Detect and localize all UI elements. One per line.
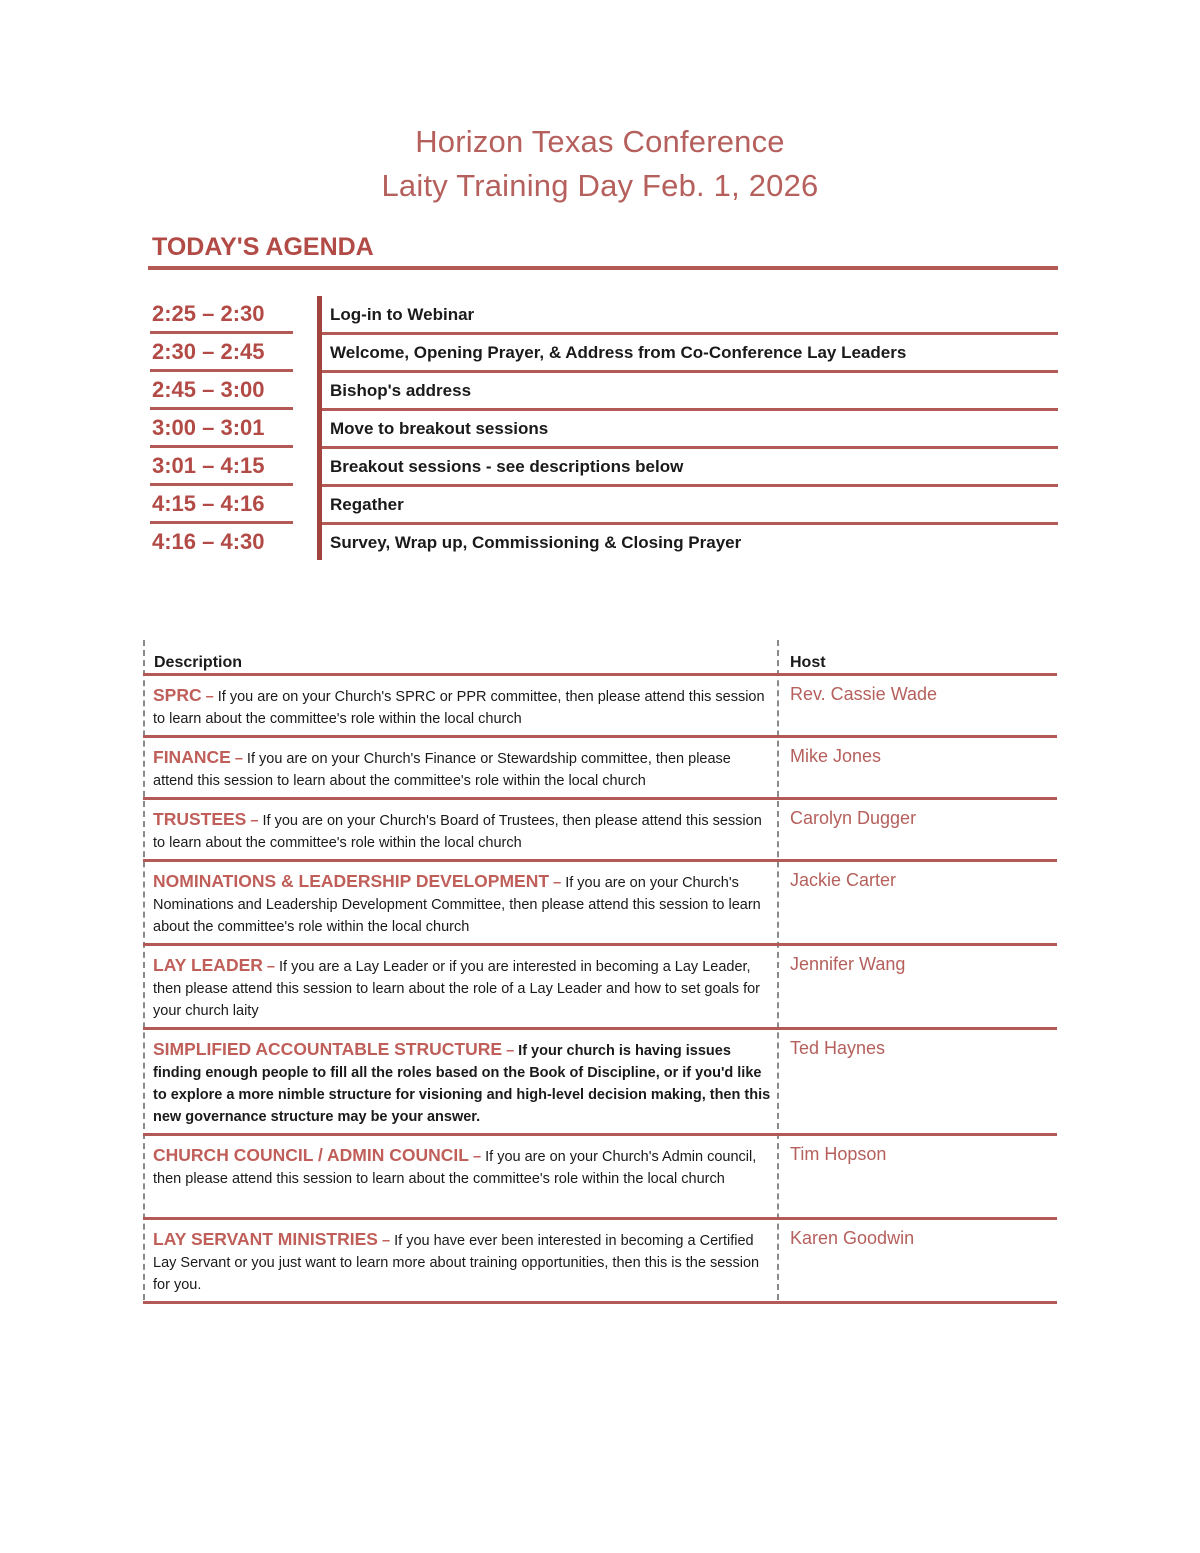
session-description	[153, 684, 773, 730]
session-keyword: LAY SERVANT MINISTRIES	[153, 1229, 378, 1249]
agenda-activity: Breakout sessions - see descriptions below	[330, 457, 684, 476]
session-text: If you are a Lay Leader or if you are interested in becoming a Lay Leader, then please attend this session to learn about the role of a Lay Leader and how to set goals for your church laity	[153, 959, 760, 1019]
session-host: Rev. Cassie Wade	[790, 684, 938, 704]
table-header	[143, 640, 1057, 676]
session-description	[153, 808, 773, 854]
session-dash: –	[205, 689, 214, 705]
session-description	[153, 1228, 773, 1296]
agenda-row	[150, 410, 1060, 448]
session-host: Mike Jones	[790, 746, 882, 766]
agenda-activity: Bishop's address	[330, 381, 472, 400]
session-text: If you have ever been interested in becoming a Certified Lay Servant or you just want to learn more about training opportunities, then this is the session for you.	[153, 1233, 760, 1293]
session-keyword: NOMINATIONS & LEADERSHIP DEVELOPMENT	[153, 871, 550, 891]
host-header: Host	[790, 654, 826, 671]
session-description	[153, 954, 773, 1022]
session-dash: –	[506, 1043, 515, 1059]
session-dash: –	[553, 875, 562, 891]
agenda-activity: Move to breakout sessions	[330, 419, 549, 438]
session-host: Jennifer Wang	[790, 954, 906, 974]
session-text: If you are on your Church's Admin council, then please attend this session to learn about the committee's role within the local church	[153, 1149, 757, 1187]
agenda-time: 4:16 – 4:30	[152, 529, 265, 554]
session-keyword: SPRC	[153, 685, 202, 705]
session-dash: –	[234, 751, 243, 767]
session-host: Carolyn Dugger	[790, 808, 917, 828]
session-dash: –	[266, 959, 275, 975]
agenda-row	[150, 448, 1060, 486]
session-description	[153, 746, 773, 792]
table-row	[143, 1136, 1057, 1220]
session-text: If you are on your Church's SPRC or PPR committee, then please attend this session to learn about the committee's role within the local church	[153, 689, 765, 727]
event-title: Laity Training Day Feb. 1, 2026	[381, 168, 819, 203]
session-keyword: CHURCH COUNCIL / ADMIN COUNCIL	[153, 1145, 469, 1165]
agenda-heading: TODAY'S AGENDA	[152, 233, 374, 261]
agenda-time: 4:15 – 4:16	[152, 491, 265, 516]
session-keyword: LAY LEADER	[153, 955, 263, 975]
session-host: Karen Goodwin	[790, 1228, 915, 1248]
agenda-time: 2:45 – 3:00	[152, 377, 265, 402]
session-keyword: FINANCE	[153, 747, 231, 767]
session-host: Jackie Carter	[790, 870, 897, 890]
session-keyword: TRUSTEES	[153, 809, 247, 829]
table-row	[143, 862, 1057, 946]
agenda-activity: Welcome, Opening Prayer, & Address from Co-Conference Lay Leaders	[330, 343, 907, 362]
agenda-row	[150, 334, 1060, 372]
session-text: If your church is having issues finding enough people to fill all the roles based on the Book of Discipline, or if you'd like to explore a more nimble structure for visioning and high-level decision making, then this new governance structure may be your answer.	[153, 1043, 771, 1125]
heading-divider	[148, 266, 1058, 270]
session-text: If you are on your Church's Board of Trustees, then please attend this session to learn about the committee's role within the local church	[153, 813, 762, 851]
agenda-time: 3:00 – 3:01	[152, 415, 265, 440]
session-dash: –	[250, 813, 259, 829]
agenda-row	[150, 296, 1060, 334]
table-row	[143, 1030, 1057, 1136]
agenda-activity: Regather	[330, 495, 404, 514]
session-dash: –	[473, 1149, 482, 1165]
table-row	[143, 1220, 1057, 1304]
agenda-time: 2:30 – 2:45	[152, 339, 265, 364]
row-divider	[143, 1301, 1057, 1304]
session-host: Ted Haynes	[790, 1038, 886, 1058]
agenda-row	[150, 486, 1060, 524]
session-host: Tim Hopson	[790, 1144, 887, 1164]
table-row	[143, 946, 1057, 1030]
session-keyword: SIMPLIFIED ACCOUNTABLE STRUCTURE	[153, 1039, 503, 1059]
agenda-schedule	[150, 296, 1060, 562]
agenda-activity: Survey, Wrap up, Commissioning & Closing Prayer	[330, 533, 742, 552]
agenda-time: 3:01 – 4:15	[152, 453, 265, 478]
session-dash: –	[382, 1233, 391, 1249]
description-header: Description	[154, 654, 243, 671]
session-description	[153, 1038, 773, 1128]
session-text: If you are on your Church's Nominations and Leadership Development Committee, then please attend this session to learn about the committee's role within the local church	[153, 875, 761, 935]
table-row	[143, 676, 1057, 738]
agenda-row	[150, 524, 1060, 562]
session-description	[153, 870, 773, 938]
agenda-time: 2:25 – 2:30	[152, 301, 265, 326]
session-text: If you are on your Church's Finance or Stewardship committee, then please attend this session to learn about the committee's role within the local church	[153, 751, 731, 789]
session-description	[153, 1144, 773, 1190]
agenda-row	[150, 372, 1060, 410]
table-row	[143, 800, 1057, 862]
conference-title: Horizon Texas Conference	[415, 124, 785, 159]
table-row	[143, 738, 1057, 800]
sessions-table	[143, 640, 1057, 1304]
agenda-activity: Log-in to Webinar	[330, 305, 475, 324]
